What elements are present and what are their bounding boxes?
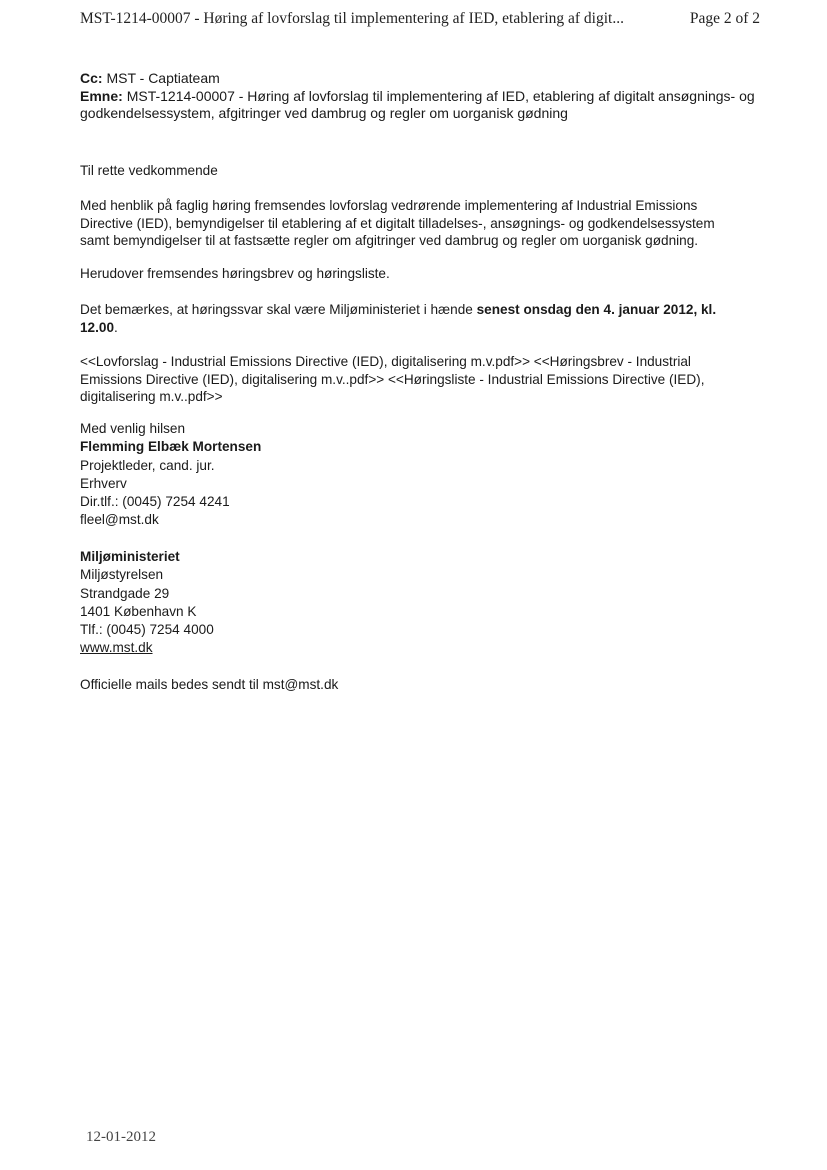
subject-value-line1: MST-1214-00007 - Høring af lovforslag til implementering af IED, etablering af digitalt ansøgnings- og xyxy=(126,87,755,104)
cc-value: MST - Captiateam xyxy=(106,70,220,86)
paragraph-intro-line2: Directive (IED), bemyndigelser til etablering af et digitalt tilladelses-, ansøgnings- og godkendelsessystem xyxy=(80,215,715,231)
sender-name xyxy=(80,438,480,456)
sender-department: Erhverv xyxy=(80,475,127,491)
city-address: 1401 København K xyxy=(80,603,197,619)
ministry-name xyxy=(80,548,480,566)
greeting-text: Til rette vedkommende xyxy=(80,163,218,178)
subject-label: Emne: xyxy=(80,87,123,104)
paragraph-intro xyxy=(80,197,750,250)
closing: Med venlig hilsen xyxy=(80,421,186,436)
sender-title: Projektleder, cand. jur. xyxy=(80,457,215,473)
street-address: Strandgade 29 xyxy=(80,585,170,601)
deadline-suffix: . xyxy=(114,319,118,335)
cc-row xyxy=(80,70,770,88)
paragraph-intro-line3: samt bemyndigelser til at fastsætte regler om afgitringer ved dambrug og regler om uorganisk gødning. xyxy=(80,233,699,248)
deadline-date: senest onsdag den 4. januar 2012, kl. xyxy=(476,302,717,317)
attachments-line2[interactable]: Emissions Directive (IED), digitalisering m.v..pdf>> <<Høringsliste - Industrial Emissions Directive (IED), xyxy=(80,371,705,387)
subject-row xyxy=(80,88,770,106)
sender-email[interactable]: fleel@mst.dk xyxy=(80,512,159,528)
email-meta xyxy=(80,70,770,123)
paragraph-deadline xyxy=(80,301,750,336)
agency-name: Miljøstyrelsen xyxy=(80,567,164,583)
org-phone: Tlf.: (0045) 7254 4000 xyxy=(80,622,214,638)
organization-block xyxy=(80,548,480,694)
attachments-list xyxy=(80,353,750,406)
deadline-time: 12.00 xyxy=(80,319,115,335)
subject-value-line2: godkendelsessystem, afgitringer ved dambrug og regler om uorganisk gødning xyxy=(80,105,568,121)
paragraph-intro-line1: Med henblik på faglig høring fremsendes lovforslag vedrørende implementering af Industrial Emissions xyxy=(80,198,698,213)
greeting xyxy=(80,162,750,180)
paragraph-deadline-line1 xyxy=(80,301,750,319)
document-title: MST-1214-00007 - Høring af lovforslag til implementering af IED, etablering af digit... xyxy=(80,10,624,27)
cc-label: Cc: xyxy=(80,70,103,86)
attachments-line1[interactable]: <<Lovforslag - Industrial Emissions Directive (IED), digitalisering m.v.pdf>> <<Høringsbrev - Industrial xyxy=(80,354,691,369)
signature-block xyxy=(80,420,480,530)
footer-date: 12-01-2012 xyxy=(86,1129,156,1145)
attachments-line3[interactable]: digitalisering m.v..pdf>> xyxy=(80,389,223,404)
official-mail-note: Officielle mails bedes sendt til mst@mst.dk xyxy=(80,676,339,692)
website-link[interactable] xyxy=(80,639,480,657)
website-link-text[interactable]: www.mst.dk xyxy=(80,640,153,656)
sender-phone: Dir.tlf.: (0045) 7254 4241 xyxy=(80,494,230,510)
paragraph-attachments-note xyxy=(80,265,750,283)
deadline-prefix: Det bemærkes, at høringssvar skal være Miljøministeriet i hænde xyxy=(80,302,477,317)
paragraph-attachments-note-text: Herudover fremsendes høringsbrev og høringsliste. xyxy=(80,266,390,281)
sender-name-text: Flemming Elbæk Mortensen xyxy=(80,439,262,455)
page-header xyxy=(80,10,760,36)
page-number: Page 2 of 2 xyxy=(689,10,760,27)
paragraph-deadline-line2 xyxy=(80,319,750,337)
ministry-name-text: Miljøministeriet xyxy=(80,549,180,564)
